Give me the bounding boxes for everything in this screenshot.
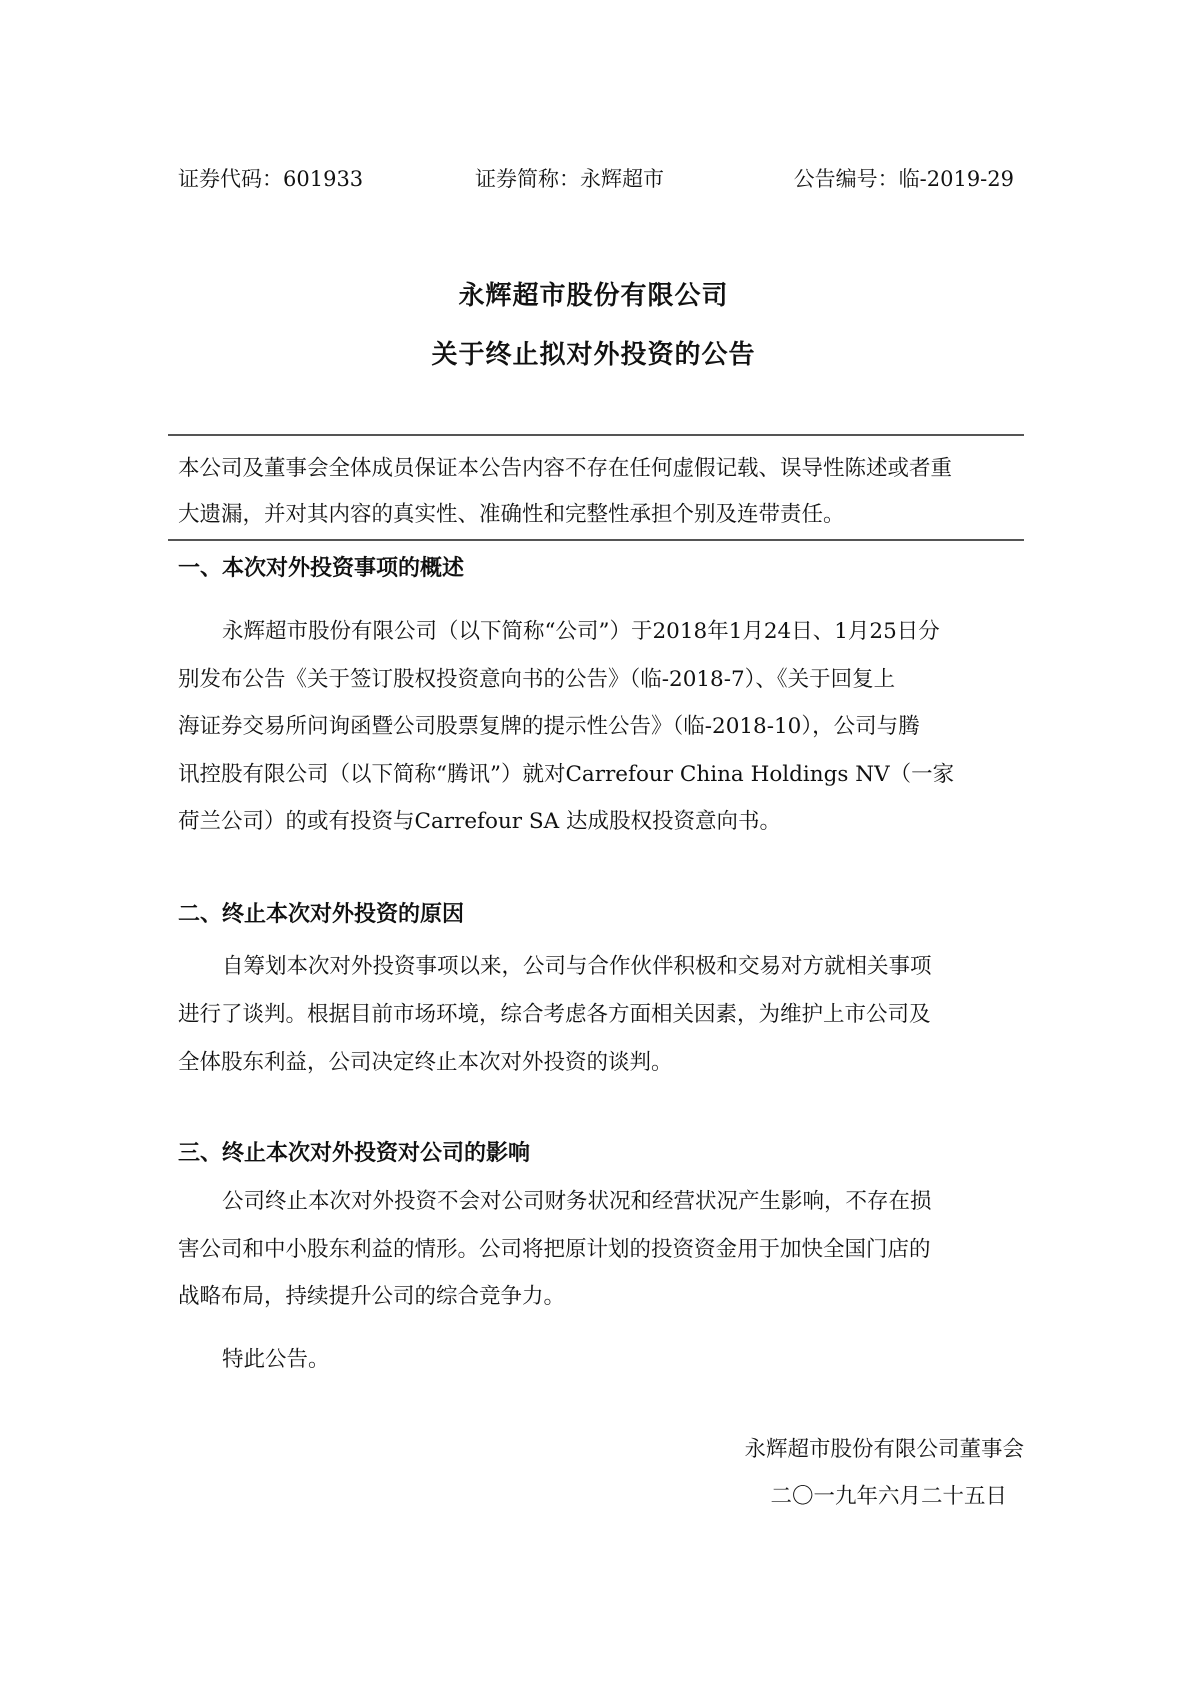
section-heading-overview: 一、本次对外投资事项的概述 (178, 556, 465, 581)
closing-remark: 特此公告。 (222, 1347, 330, 1372)
paragraph-line: 全体股东利益，公司决定终止本次对外投资的谈判。 (178, 1050, 673, 1075)
announcement-number: 公告编号：临-2019-29 (793, 167, 1014, 191)
section-body-overview (178, 608, 1024, 846)
statement-top-divider (168, 434, 1024, 436)
statement-line: 大遗漏，并对其内容的真实性、准确性和完整性承担个别及连带责任。 (178, 502, 845, 527)
paragraph-line: 自筹划本次对外投资事项以来，公司与合作伙伴积极和交易对方就相关事项 (222, 954, 932, 979)
security-name: 证券简称：永辉超市 (475, 167, 664, 191)
paragraph-line: 害公司和中小股东利益的情形。公司将把原计划的投资资金用于加快全国门店的 (178, 1236, 931, 1262)
company-title: 永辉超市股份有限公司 (458, 281, 729, 311)
board-statement (178, 446, 1018, 538)
section-body-reason (178, 943, 1024, 1087)
announcement-title: 关于终止拟对外投资的公告 (431, 340, 756, 370)
section-body-impact (178, 1178, 1024, 1321)
statement-bottom-divider (168, 539, 1024, 541)
paragraph-line: 讯控股有限公司（以下简称“腾讯”）就对Carrefour China Holdings NV（一家 (178, 761, 955, 787)
security-code: 证券代码：601933 (178, 167, 364, 191)
document-header (178, 164, 1014, 194)
paragraph-line: 海证券交易所问询函暨公司股票复牌的提示性公告》（临-2018-10），公司与腾 (178, 714, 920, 739)
paragraph-line: 别发布公告《关于签订股权投资意向书的公告》（临-2018-7）、《关于回复上 (178, 666, 896, 692)
signature-date: 二〇一九年六月二十五日 (770, 1484, 1007, 1509)
signature-organization: 永辉超市股份有限公司董事会 (744, 1437, 1024, 1462)
paragraph-line: 战略布局，持续提升公司的综合竞争力。 (178, 1284, 566, 1309)
section-heading-reason: 二、终止本次对外投资的原因 (178, 902, 465, 927)
paragraph-line: 永辉超市股份有限公司（以下简称“公司”）于2018年1月24日、1月25日分 (222, 619, 940, 644)
paragraph-line: 进行了谈判。根据目前市场环境，综合考虑各方面相关因素，为维护上市公司及 (178, 1002, 931, 1027)
statement-line: 本公司及董事会全体成员保证本公告内容不存在任何虚假记载、误导性陈述或者重 (178, 456, 953, 481)
section-heading-impact: 三、终止本次对外投资对公司的影响 (178, 1141, 531, 1166)
paragraph-line: 荷兰公司）的或有投资与Carrefour SA 达成股权投资意向书。 (178, 809, 781, 834)
paragraph-line: 公司终止本次对外投资不会对公司财务状况和经营状况产生影响，不存在损 (222, 1189, 932, 1214)
